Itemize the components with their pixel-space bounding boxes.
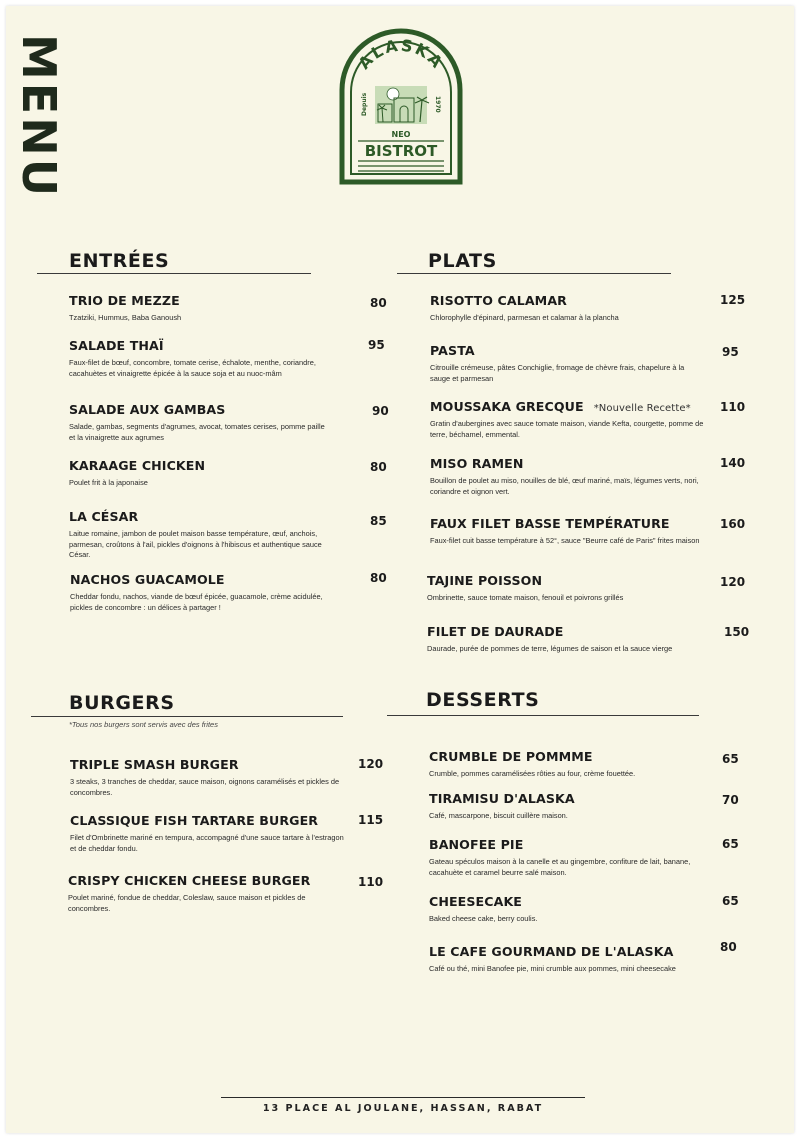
plats-title: PLATS	[428, 250, 497, 272]
alaska-neo-bistrot-logo	[338, 28, 464, 186]
menu-item: SALADE THAÏ Faux-filet de bœuf, concombre, tomate cerise, échalote, menthe, coriandre, cacahuètes et vinaigrette épicée à la sauce soja et au nuoc-mâm	[69, 338, 316, 378]
item-price: 65	[722, 837, 739, 851]
menu-page	[6, 6, 794, 1133]
item-price: 80	[370, 296, 387, 310]
menu-item: TRIPLE SMASH BURGER 3 steaks, 3 tranches de cheddar, sauce maison, oignons caramélisés et pickles de concombres.	[70, 757, 340, 797]
menu-item: TIRAMISU D'ALASKA Café, mascarpone, biscuit cuillère maison.	[429, 791, 575, 820]
item-price: 95	[368, 338, 385, 352]
item-price: 110	[358, 875, 384, 889]
menu-item: TAJINE POISSON Ombrinette, sauce tomate maison, fenouil et poivrons grillés	[427, 573, 624, 602]
menu-item: MOUSSAKA GRECQUE *Nouvelle Recette* Gratin d'aubergines avec sauce tomate maison, viande Kefta, courgette, pomme de terre, béchamel, emmental.	[430, 399, 704, 439]
menu-item: FILET DE DAURADE Daurade, purée de pommes de terre, légumes de saison et la sauce vierge	[427, 624, 673, 653]
entrees-rule	[37, 273, 311, 274]
logo-name: ALASKA	[354, 35, 448, 73]
item-price: 65	[722, 894, 739, 908]
plats-rule	[397, 273, 671, 274]
item-price: 80	[720, 940, 737, 954]
menu-item: MISO RAMEN Bouillon de poulet au miso, nouilles de blé, œuf mariné, maïs, légumes verts, nori, coriandre et oignon vert.	[430, 456, 699, 496]
logo-left-text: Depuis	[361, 92, 368, 116]
item-price: 95	[722, 345, 739, 359]
menu-item: SALADE AUX GAMBAS Salade, gambas, segments d'agrumes, avocat, tomates cerises, pomme paille et la vinaigrette aux agrumes	[69, 402, 325, 442]
burgers-title: BURGERS	[69, 692, 175, 714]
item-price: 115	[358, 813, 384, 827]
menu-item: BANOFEE PIE Gateau spéculos maison à la canelle et au gingembre, confiture de lait, banane, cacahuète et caramel beurre salé maison.	[429, 837, 691, 877]
item-price: 150	[724, 625, 750, 639]
menu-item: LE CAFE GOURMAND DE L'ALASKA Café ou thé, mini Banofee pie, mini crumble aux pommes, mini cheesecake	[429, 944, 676, 973]
entrees-title: ENTRÉES	[69, 250, 170, 272]
item-price: 80	[370, 571, 387, 585]
footer-rule	[221, 1097, 585, 1098]
item-price: 90	[372, 404, 389, 418]
menu-item: NACHOS GUACAMOLE Cheddar fondu, nachos, viande de bœuf épicée, guacamole, crème acidulée, pickles de concombre : un délices à partager !	[70, 572, 323, 612]
item-price: 65	[722, 752, 739, 766]
item-price: 70	[722, 793, 739, 807]
item-price: 125	[720, 293, 746, 307]
menu-item: FAUX FILET BASSE TEMPÉRATURE Faux-filet cuit basse température à 52°, sauce "Beurre café de Paris" frites maison	[430, 516, 700, 545]
menu-item: CRUMBLE DE POMMME Crumble, pommes caramélisées rôties au four, crème fouettée.	[429, 749, 636, 778]
menu-item: TRIO DE MEZZE Tzatziki, Hummus, Baba Ganoush	[69, 293, 182, 322]
item-price: 120	[720, 575, 746, 589]
menu-item: LA CÉSAR Laitue romaine, jambon de poulet maison basse température, œuf, anchois, parmesan, croûtons à l'ail, pickles d'oignons à l'hibiscus et authentique sauce César.	[69, 509, 322, 560]
menu-item: PASTA Citrouille crémeuse, pâtes Conchiglie, fromage de chèvre frais, chapelure à la sauge et parmesan	[430, 343, 685, 383]
item-price: 140	[720, 456, 746, 470]
burgers-note: *Tous nos burgers sont servis avec des frites	[69, 720, 218, 729]
item-price: 110	[720, 400, 746, 414]
menu-item: RISOTTO CALAMAR Chlorophylle d'épinard, parmesan et calamar à la plancha	[430, 293, 619, 322]
menu-title: MENU	[12, 34, 66, 200]
new-recipe-tag: *Nouvelle Recette*	[593, 403, 691, 414]
item-price: 85	[370, 514, 387, 528]
menu-item: CRISPY CHICKEN CHEESE BURGER Poulet mariné, fondue de cheddar, Coleslaw, sauce maison et pickles de concombres.	[68, 873, 311, 913]
desserts-rule	[387, 715, 699, 716]
logo-right-text: 1970	[434, 96, 441, 113]
menu-item: CHEESECAKE Baked cheese cake, berry coulis.	[429, 894, 538, 923]
logo-line1: NEO	[391, 130, 411, 139]
burgers-rule	[31, 716, 343, 717]
menu-item: CLASSIQUE FISH TARTARE BURGER Filet d'Ombrinette mariné en tempura, accompagné d'une sauce tartare à l'estragon et de cheddar fondu.	[70, 813, 344, 853]
footer-address: 13 PLACE AL JOULANE, HASSAN, RABAT	[262, 1103, 544, 1114]
desserts-title: DESSERTS	[426, 689, 540, 711]
item-price: 80	[370, 460, 387, 474]
logo-line2: BISTROT	[364, 142, 438, 160]
item-price: 160	[720, 517, 746, 531]
menu-item: KARAAGE CHICKEN Poulet frit à la japonaise	[69, 458, 206, 487]
item-price: 120	[358, 757, 384, 771]
